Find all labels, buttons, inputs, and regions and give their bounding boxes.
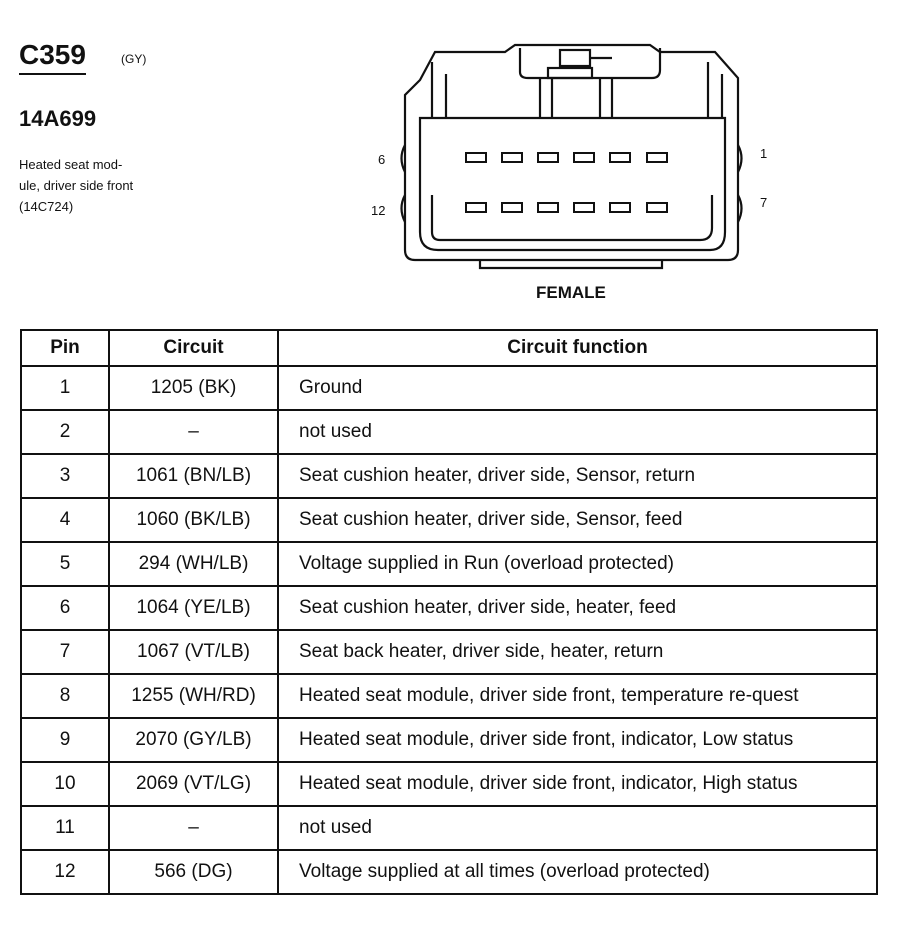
function-cell: Heated seat module, driver side front, indicator, Low status [278, 718, 877, 762]
circuit-cell: 294 (WH/LB) [109, 542, 278, 586]
connector-code: C359 [19, 40, 86, 75]
pin-cell: 6 [21, 586, 109, 630]
header-circuit: Circuit [109, 330, 278, 366]
table-row [21, 454, 877, 498]
table-row [21, 498, 877, 542]
pin-label-top-right: 1 [760, 146, 768, 161]
function-cell: Heated seat module, driver side front, indicator, High status [278, 762, 877, 806]
function-cell: Seat cushion heater, driver side, Sensor, return [278, 454, 877, 498]
pin-cavities [466, 153, 667, 212]
function-cell: Voltage supplied at all times (overload protected) [278, 850, 877, 894]
table-row [21, 762, 877, 806]
pin-cell: 11 [21, 806, 109, 850]
pin-cell: 4 [21, 498, 109, 542]
function-cell: Heated seat module, driver side front, temperature re-quest [278, 674, 877, 718]
circuit-cell: – [109, 806, 278, 850]
table-row [21, 630, 877, 674]
table-header-row [21, 330, 877, 366]
circuit-cell: – [109, 410, 278, 454]
pin-label-bottom-right: 7 [760, 195, 768, 210]
connector-color: (GY) [121, 52, 147, 66]
pin-cell: 2 [21, 410, 109, 454]
function-cell: Seat back heater, driver side, heater, return [278, 630, 877, 674]
table-row [21, 586, 877, 630]
description-line: ule, driver side front [19, 178, 134, 193]
circuit-cell: 1067 (VT/LB) [109, 630, 278, 674]
connector-gender: FEMALE [536, 283, 606, 302]
circuit-cell: 1205 (BK) [109, 366, 278, 410]
pin-label-bottom-left: 12 [371, 203, 386, 218]
function-cell: Ground [278, 366, 877, 410]
function-cell: Seat cushion heater, driver side, Sensor, feed [278, 498, 877, 542]
function-cell: Voltage supplied in Run (overload protected) [278, 542, 877, 586]
table-row [21, 850, 877, 894]
description-line: Heated seat mod- [19, 157, 123, 172]
table-row [21, 806, 877, 850]
header-circuit-function: Circuit function [278, 330, 877, 366]
part-number: 14A699 [19, 106, 97, 131]
table-row [21, 674, 877, 718]
circuit-cell: 1064 (YE/LB) [109, 586, 278, 630]
table-row [21, 542, 877, 586]
function-cell: Seat cushion heater, driver side, heater, feed [278, 586, 877, 630]
connector-face-diagram [360, 35, 780, 275]
pin-cell: 1 [21, 366, 109, 410]
pin-cell: 8 [21, 674, 109, 718]
pin-cell: 12 [21, 850, 109, 894]
pinout-table [20, 329, 878, 895]
circuit-cell: 2069 (VT/LG) [109, 762, 278, 806]
connector-header [0, 0, 898, 320]
pin-label-top-left: 6 [378, 152, 386, 167]
pin-cell: 5 [21, 542, 109, 586]
table-row [21, 718, 877, 762]
header-pin: Pin [21, 330, 109, 366]
circuit-cell: 566 (DG) [109, 850, 278, 894]
table-row [21, 366, 877, 410]
pin-cell: 9 [21, 718, 109, 762]
description-line: (14C724) [19, 199, 74, 214]
function-cell: not used [278, 806, 877, 850]
table-row [21, 410, 877, 454]
circuit-cell: 2070 (GY/LB) [109, 718, 278, 762]
pin-cell: 10 [21, 762, 109, 806]
circuit-cell: 1061 (BN/LB) [109, 454, 278, 498]
circuit-cell: 1255 (WH/RD) [109, 674, 278, 718]
circuit-cell: 1060 (BK/LB) [109, 498, 278, 542]
pin-cell: 7 [21, 630, 109, 674]
connector-description [19, 154, 189, 217]
pin-cell: 3 [21, 454, 109, 498]
function-cell: not used [278, 410, 877, 454]
